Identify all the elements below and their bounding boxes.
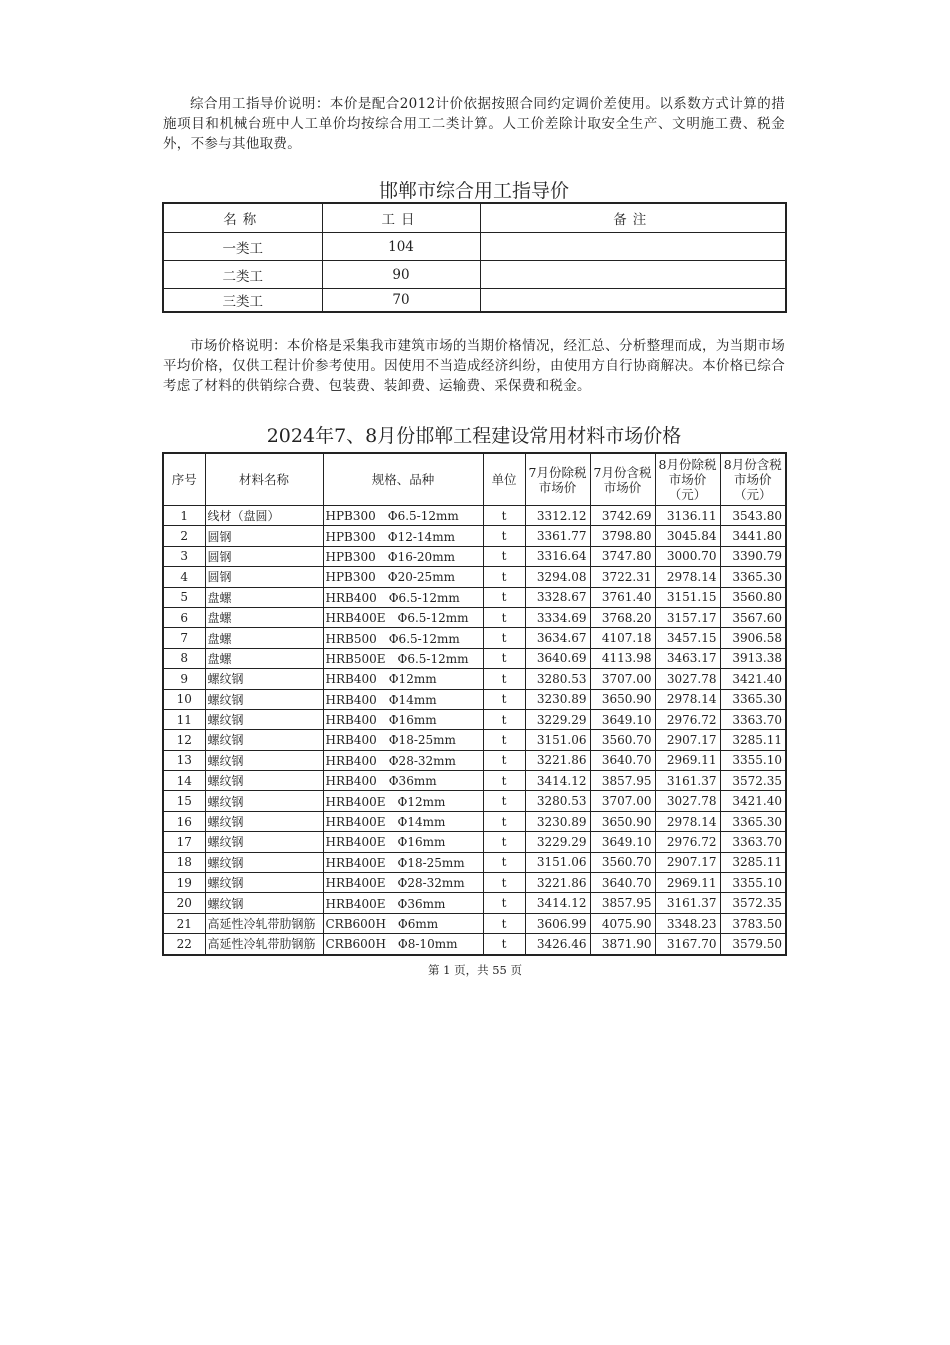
jul-pretax-cell: 3316.64 xyxy=(525,546,590,566)
jul-pretax-cell: 3328.67 xyxy=(525,587,590,607)
aug-taxed-cell: 3285.11 xyxy=(720,730,786,750)
material-cell: 螺纹钢 xyxy=(205,791,323,811)
material-cell: 螺纹钢 xyxy=(205,750,323,770)
aug-taxed-cell: 3365.30 xyxy=(720,567,786,587)
seq-cell: 20 xyxy=(163,893,205,913)
seq-cell: 13 xyxy=(163,750,205,770)
jul-pretax-cell: 3280.53 xyxy=(525,791,590,811)
material-cell: 盘螺 xyxy=(205,628,323,648)
unit-cell: t xyxy=(483,689,525,709)
material-row xyxy=(163,730,786,750)
spec-cell: HRB500 Φ6.5-12mm xyxy=(323,628,483,648)
header-jul-pretax: 7月份除税市场价 xyxy=(525,453,590,506)
header-aug-pretax: 8月份除税市场价（元） xyxy=(655,453,720,506)
jul-pretax-cell: 3229.29 xyxy=(525,832,590,852)
jul-taxed-cell: 3640.70 xyxy=(590,750,655,770)
jul-pretax-cell: 3294.08 xyxy=(525,567,590,587)
aug-pretax-cell: 2969.11 xyxy=(655,750,720,770)
material-row xyxy=(163,506,786,526)
labor-note xyxy=(480,289,786,313)
aug-pretax-cell: 2978.14 xyxy=(655,567,720,587)
material-row xyxy=(163,628,786,648)
aug-pretax-cell: 3348.23 xyxy=(655,913,720,933)
seq-cell: 17 xyxy=(163,832,205,852)
jul-taxed-cell: 3650.90 xyxy=(590,689,655,709)
unit-cell: t xyxy=(483,750,525,770)
material-row xyxy=(163,669,786,689)
aug-taxed-cell: 3441.80 xyxy=(720,526,786,546)
aug-taxed-cell: 3365.30 xyxy=(720,689,786,709)
aug-pretax-cell: 3027.78 xyxy=(655,669,720,689)
jul-pretax-cell: 3414.12 xyxy=(525,771,590,791)
seq-cell: 8 xyxy=(163,648,205,668)
aug-taxed-cell: 3783.50 xyxy=(720,913,786,933)
material-cell: 盘螺 xyxy=(205,607,323,627)
material-cell: 螺纹钢 xyxy=(205,730,323,750)
jul-taxed-cell: 3649.10 xyxy=(590,709,655,729)
aug-taxed-cell: 3363.70 xyxy=(720,709,786,729)
unit-cell: t xyxy=(483,913,525,933)
unit-cell: t xyxy=(483,607,525,627)
jul-pretax-cell: 3361.77 xyxy=(525,526,590,546)
aug-taxed-cell: 3572.35 xyxy=(720,771,786,791)
labor-row xyxy=(163,289,786,313)
material-row xyxy=(163,567,786,587)
labor-name: 三类工 xyxy=(163,289,322,313)
spec-cell: HRB500E Φ6.5-12mm xyxy=(323,648,483,668)
material-row xyxy=(163,648,786,668)
seq-cell: 9 xyxy=(163,669,205,689)
aug-taxed-cell: 3913.38 xyxy=(720,648,786,668)
material-cell: 螺纹钢 xyxy=(205,873,323,893)
spec-cell: HRB400E Φ36mm xyxy=(323,893,483,913)
material-row xyxy=(163,709,786,729)
aug-pretax-cell: 3457.15 xyxy=(655,628,720,648)
jul-pretax-cell: 3634.67 xyxy=(525,628,590,648)
aug-taxed-cell: 3906.58 xyxy=(720,628,786,648)
jul-taxed-cell: 3560.70 xyxy=(590,852,655,872)
labor-price-table xyxy=(162,202,787,313)
material-cell: 螺纹钢 xyxy=(205,852,323,872)
spec-cell: HRB400E Φ18-25mm xyxy=(323,852,483,872)
jul-taxed-cell: 3640.70 xyxy=(590,873,655,893)
material-row xyxy=(163,852,786,872)
seq-cell: 21 xyxy=(163,913,205,933)
material-cell: 螺纹钢 xyxy=(205,893,323,913)
unit-cell: t xyxy=(483,669,525,689)
jul-taxed-cell: 3761.40 xyxy=(590,587,655,607)
aug-taxed-cell: 3390.79 xyxy=(720,546,786,566)
jul-taxed-cell: 3707.00 xyxy=(590,791,655,811)
material-cell: 盘螺 xyxy=(205,587,323,607)
jul-taxed-cell: 3560.70 xyxy=(590,730,655,750)
header-workday: 工日 xyxy=(322,203,480,233)
header-aug-taxed: 8月份含税市场价（元） xyxy=(720,453,786,506)
jul-taxed-cell: 3742.69 xyxy=(590,506,655,526)
spec-cell: HRB400E Φ6.5-12mm xyxy=(323,607,483,627)
aug-pretax-cell: 2976.72 xyxy=(655,832,720,852)
labor-name: 二类工 xyxy=(163,261,322,289)
market-price-note: 市场价格说明：本价格是采集我市建筑市场的当期价格情况，经汇总、分析整理而成，为当期市场平均价格，仅供工程计价参考使用。因使用不当造成经济纠纷，由使用方自行协商解决。本价格已综合考虑了材料的供销综合费、包装费、装卸费、运输费、采保费和税金。 xyxy=(163,338,785,394)
aug-taxed-cell: 3365.30 xyxy=(720,811,786,831)
seq-cell: 1 xyxy=(163,506,205,526)
unit-cell: t xyxy=(483,811,525,831)
jul-pretax-cell: 3426.46 xyxy=(525,934,590,955)
unit-cell: t xyxy=(483,852,525,872)
spec-cell: HPB300 Φ12-14mm xyxy=(323,526,483,546)
header-note: 备注 xyxy=(480,203,786,233)
material-row xyxy=(163,873,786,893)
header-seq: 序号 xyxy=(163,453,205,506)
jul-pretax-cell: 3229.29 xyxy=(525,709,590,729)
jul-taxed-cell: 4107.18 xyxy=(590,628,655,648)
jul-pretax-cell: 3312.12 xyxy=(525,506,590,526)
aug-taxed-cell: 3355.10 xyxy=(720,750,786,770)
unit-cell: t xyxy=(483,648,525,668)
jul-taxed-cell: 3747.80 xyxy=(590,546,655,566)
jul-pretax-cell: 3221.86 xyxy=(525,873,590,893)
unit-cell: t xyxy=(483,709,525,729)
aug-pretax-cell: 2978.14 xyxy=(655,811,720,831)
aug-pretax-cell: 2969.11 xyxy=(655,873,720,893)
aug-pretax-cell: 3157.17 xyxy=(655,607,720,627)
seq-cell: 18 xyxy=(163,852,205,872)
spec-cell: HPB300 Φ20-25mm xyxy=(323,567,483,587)
labor-value: 90 xyxy=(322,261,480,289)
material-cell: 圆钢 xyxy=(205,546,323,566)
material-cell: 线材（盘圆） xyxy=(205,506,323,526)
aug-taxed-cell: 3363.70 xyxy=(720,832,786,852)
unit-cell: t xyxy=(483,934,525,955)
seq-cell: 12 xyxy=(163,730,205,750)
material-cell: 圆钢 xyxy=(205,567,323,587)
aug-taxed-cell: 3567.60 xyxy=(720,607,786,627)
material-row xyxy=(163,526,786,546)
spec-cell: HPB300 Φ16-20mm xyxy=(323,546,483,566)
jul-pretax-cell: 3151.06 xyxy=(525,852,590,872)
seq-cell: 6 xyxy=(163,607,205,627)
material-price-table xyxy=(162,452,787,956)
seq-cell: 2 xyxy=(163,526,205,546)
material-row xyxy=(163,811,786,831)
seq-cell: 3 xyxy=(163,546,205,566)
spec-cell: CRB600H Φ6mm xyxy=(323,913,483,933)
spec-cell: HRB400E Φ16mm xyxy=(323,832,483,852)
jul-taxed-cell: 3857.95 xyxy=(590,893,655,913)
material-row xyxy=(163,913,786,933)
unit-cell: t xyxy=(483,587,525,607)
spec-cell: HRB400E Φ12mm xyxy=(323,791,483,811)
spec-cell: HRB400 Φ36mm xyxy=(323,771,483,791)
jul-taxed-cell: 4075.90 xyxy=(590,913,655,933)
header-spec: 规格、品种 xyxy=(323,453,483,506)
labor-row xyxy=(163,261,786,289)
aug-pretax-cell: 3151.15 xyxy=(655,587,720,607)
material-row xyxy=(163,791,786,811)
material-cell: 螺纹钢 xyxy=(205,669,323,689)
labor-note xyxy=(480,233,786,261)
material-row xyxy=(163,832,786,852)
jul-pretax-cell: 3151.06 xyxy=(525,730,590,750)
aug-taxed-cell: 3579.50 xyxy=(720,934,786,955)
material-cell: 螺纹钢 xyxy=(205,689,323,709)
jul-pretax-cell: 3221.86 xyxy=(525,750,590,770)
seq-cell: 11 xyxy=(163,709,205,729)
jul-taxed-cell: 3798.80 xyxy=(590,526,655,546)
unit-cell: t xyxy=(483,628,525,648)
aug-pretax-cell: 3167.70 xyxy=(655,934,720,955)
unit-cell: t xyxy=(483,832,525,852)
spec-cell: HRB400 Φ18-25mm xyxy=(323,730,483,750)
aug-taxed-cell: 3560.80 xyxy=(720,587,786,607)
seq-cell: 10 xyxy=(163,689,205,709)
material-row xyxy=(163,607,786,627)
seq-cell: 4 xyxy=(163,567,205,587)
jul-taxed-cell: 3650.90 xyxy=(590,811,655,831)
seq-cell: 7 xyxy=(163,628,205,648)
material-cell: 盘螺 xyxy=(205,648,323,668)
labor-value: 104 xyxy=(322,233,480,261)
unit-cell: t xyxy=(483,873,525,893)
aug-taxed-cell: 3421.40 xyxy=(720,669,786,689)
material-row xyxy=(163,750,786,770)
aug-pretax-cell: 3161.37 xyxy=(655,771,720,791)
aug-pretax-cell: 2907.17 xyxy=(655,852,720,872)
material-cell: 高延性冷轧带肋钢筋 xyxy=(205,934,323,955)
header-jul-taxed: 7月份含税市场价 xyxy=(590,453,655,506)
labor-header-row xyxy=(163,203,786,233)
unit-cell: t xyxy=(483,506,525,526)
aug-taxed-cell: 3421.40 xyxy=(720,791,786,811)
jul-taxed-cell: 3707.00 xyxy=(590,669,655,689)
material-row xyxy=(163,893,786,913)
material-row xyxy=(163,587,786,607)
page-footer: 第 1 页，共 55 页 xyxy=(427,963,523,977)
aug-pretax-cell: 3463.17 xyxy=(655,648,720,668)
jul-pretax-cell: 3280.53 xyxy=(525,669,590,689)
header-unit: 单位 xyxy=(483,453,525,506)
labor-row xyxy=(163,233,786,261)
unit-cell: t xyxy=(483,771,525,791)
spec-cell: HRB400E Φ14mm xyxy=(323,811,483,831)
aug-pretax-cell: 2907.17 xyxy=(655,730,720,750)
labor-note xyxy=(480,261,786,289)
header-material: 材料名称 xyxy=(205,453,323,506)
material-row xyxy=(163,546,786,566)
spec-cell: HPB300 Φ6.5-12mm xyxy=(323,506,483,526)
aug-pretax-cell: 2978.14 xyxy=(655,689,720,709)
material-row xyxy=(163,771,786,791)
material-row xyxy=(163,689,786,709)
spec-cell: HRB400 Φ6.5-12mm xyxy=(323,587,483,607)
unit-cell: t xyxy=(483,791,525,811)
unit-cell: t xyxy=(483,730,525,750)
labor-price-note: 综合用工指导价说明：本价是配合2012计价依据按照合同约定调价差使用。以系数方式计算的措施项目和机械台班中人工单价均按综合用工二类计算。人工价差除计取安全生产、文明施工费、税金外，不参与其他取费。 xyxy=(163,96,785,152)
material-cell: 圆钢 xyxy=(205,526,323,546)
spec-cell: HRB400 Φ16mm xyxy=(323,709,483,729)
material-cell: 螺纹钢 xyxy=(205,709,323,729)
material-cell: 螺纹钢 xyxy=(205,811,323,831)
labor-value: 70 xyxy=(322,289,480,313)
jul-pretax-cell: 3414.12 xyxy=(525,893,590,913)
labor-name: 一类工 xyxy=(163,233,322,261)
seq-cell: 14 xyxy=(163,771,205,791)
unit-cell: t xyxy=(483,893,525,913)
aug-taxed-cell: 3572.35 xyxy=(720,893,786,913)
seq-cell: 5 xyxy=(163,587,205,607)
jul-pretax-cell: 3606.99 xyxy=(525,913,590,933)
seq-cell: 19 xyxy=(163,873,205,893)
material-cell: 高延性冷轧带肋钢筋 xyxy=(205,913,323,933)
market-table-title: 2024年7、8月份邯郸工程建设常用材料市场价格 xyxy=(266,425,682,447)
jul-pretax-cell: 3334.69 xyxy=(525,607,590,627)
material-header-row xyxy=(163,453,786,506)
unit-cell: t xyxy=(483,526,525,546)
jul-pretax-cell: 3640.69 xyxy=(525,648,590,668)
spec-cell: HRB400 Φ28-32mm xyxy=(323,750,483,770)
spec-cell: HRB400E Φ28-32mm xyxy=(323,873,483,893)
aug-taxed-cell: 3355.10 xyxy=(720,873,786,893)
aug-pretax-cell: 2976.72 xyxy=(655,709,720,729)
jul-taxed-cell: 3649.10 xyxy=(590,832,655,852)
material-cell: 螺纹钢 xyxy=(205,832,323,852)
spec-cell: HRB400 Φ14mm xyxy=(323,689,483,709)
jul-pretax-cell: 3230.89 xyxy=(525,811,590,831)
seq-cell: 16 xyxy=(163,811,205,831)
aug-pretax-cell: 3027.78 xyxy=(655,791,720,811)
jul-taxed-cell: 4113.98 xyxy=(590,648,655,668)
aug-pretax-cell: 3136.11 xyxy=(655,506,720,526)
jul-taxed-cell: 3871.90 xyxy=(590,934,655,955)
jul-pretax-cell: 3230.89 xyxy=(525,689,590,709)
seq-cell: 15 xyxy=(163,791,205,811)
unit-cell: t xyxy=(483,567,525,587)
labor-table-title: 邯郸市综合用工指导价 xyxy=(378,180,569,202)
jul-taxed-cell: 3722.31 xyxy=(590,567,655,587)
aug-pretax-cell: 3045.84 xyxy=(655,526,720,546)
aug-taxed-cell: 3543.80 xyxy=(720,506,786,526)
aug-taxed-cell: 3285.11 xyxy=(720,852,786,872)
jul-taxed-cell: 3857.95 xyxy=(590,771,655,791)
header-name: 名称 xyxy=(163,203,322,233)
spec-cell: CRB600H Φ8-10mm xyxy=(323,934,483,955)
seq-cell: 22 xyxy=(163,934,205,955)
unit-cell: t xyxy=(483,546,525,566)
material-row xyxy=(163,934,786,955)
aug-pretax-cell: 3000.70 xyxy=(655,546,720,566)
spec-cell: HRB400 Φ12mm xyxy=(323,669,483,689)
material-cell: 螺纹钢 xyxy=(205,771,323,791)
jul-taxed-cell: 3768.20 xyxy=(590,607,655,627)
aug-pretax-cell: 3161.37 xyxy=(655,893,720,913)
